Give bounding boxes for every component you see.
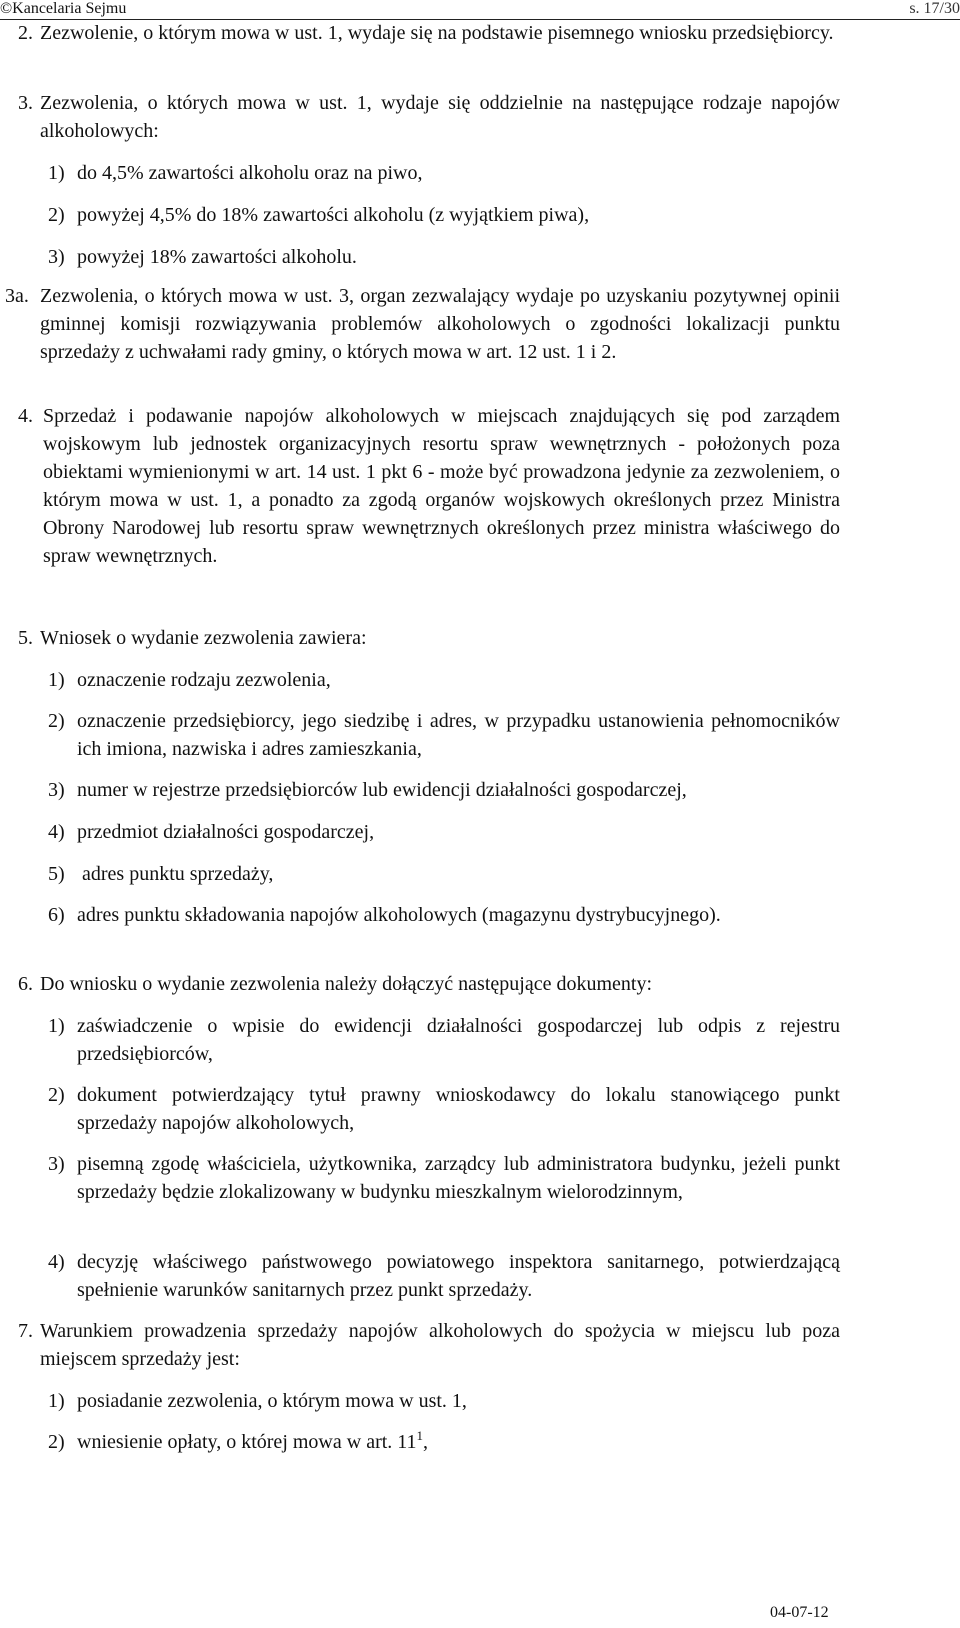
section-7-item-number: 1): [48, 1390, 65, 1412]
section-7-text: Warunkiem prowadzenia sprzedaży napojów alkoholowych do spożycia w miejscu lub poza miejscem sprzedaży jest:: [40, 1320, 840, 1370]
section-7-number: 7.: [18, 1320, 33, 1342]
section-3-number: 3.: [18, 92, 33, 114]
superscript: 1: [416, 1428, 424, 1443]
section-4-text: Sprzedaż i podawanie napojów alkoholowych w miejscach znajdujących się pod zarządem wojskowym lub jednostek organizacyjnych resortu spraw wewnętrznych - położonych poza obiektami wymienionymi w art. 14 ust. 1 pkt 6 - może być prowadzona jedynie za zezwoleniem, o którym mowa w ust. 1, a ponadto za zgodą organów wojskowych określonych przez Ministra Obrony Narodowej lub resortu spraw wewnętrznych określonych przez ministra właściwego do spraw wewnętrznych.: [43, 405, 840, 567]
section-5-item-text: adres punktu składowania napojów alkoholowych (magazynu dystrybucyjnego).: [77, 904, 721, 926]
section-7-item-text-tail: ,: [423, 1431, 429, 1453]
section-4-number: 4.: [18, 405, 33, 427]
section-5-item-number: 1): [48, 669, 65, 691]
section-7-item-number: 2): [48, 1431, 65, 1453]
section-3-item-text: do 4,5% zawartości alkoholu oraz na piwo,: [77, 162, 423, 184]
section-5-item-number: 3): [48, 779, 65, 801]
section-5-item-number: 2): [48, 710, 65, 732]
section-3-text: Zezwolenia, o których mowa w ust. 1, wydaje się oddzielnie na następujące rodzaje napojów alkoholowych:: [40, 92, 840, 142]
section-5-item-number: 4): [48, 821, 65, 843]
section-3a-text: Zezwolenia, o których mowa w ust. 3, organ zezwalający wydaje po uzyskaniu pozytywnej opinii gminnej komisji rozwiązywania problemów alkoholowych o zgodności lokalizacji punktu sprzedaży z uchwałami rady gminy, o których mowa w art. 12 ust. 1 i 2.: [40, 285, 840, 363]
section-2-text: Zezwolenie, o którym mowa w ust. 1, wydaje się na podstawie pisemnego wniosku przedsiębiorcy.: [40, 22, 834, 44]
section-6-item-text: dokument potwierdzający tytuł prawny wnioskodawcy do lokalu stanowiącego punkt sprzedaży napojów alkoholowych,: [77, 1084, 840, 1134]
section-5-item-text: przedmiot działalności gospodarczej,: [77, 821, 375, 843]
section-6-text: Do wniosku o wydanie zezwolenia należy dołączyć następujące dokumenty:: [40, 973, 653, 995]
section-3-item-number: 3): [48, 246, 65, 268]
page-number: s. 17/30: [909, 0, 960, 17]
section-6-item-number: 1): [48, 1015, 65, 1037]
section-3a-number: 3a.: [5, 285, 29, 307]
section-6-item-text: pisemną zgodę właściciela, użytkownika, zarządcy lub administratora budynku, jeżeli punkt sprzedaży będzie zlokalizowany w budynku mieszkalnym wielorodzinnym,: [77, 1153, 840, 1203]
section-6-number: 6.: [18, 973, 33, 995]
section-5-number: 5.: [18, 627, 33, 649]
header-source: ©Kancelaria Sejmu: [0, 0, 127, 17]
section-5-item-text: adres punktu sprzedaży,: [82, 863, 274, 885]
section-5-item-text: oznaczenie rodzaju zezwolenia,: [77, 669, 331, 691]
section-3-item-number: 1): [48, 162, 65, 184]
section-5-item-text: oznaczenie przedsiębiorcy, jego siedzibę i adres, w przypadku ustanowienia pełnomocników ich imiona, nazwiska i adres zamieszkania,: [77, 710, 840, 760]
section-6-item-number: 3): [48, 1153, 65, 1175]
footer-date: 04-07-12: [770, 1604, 829, 1621]
section-6-item-number: 4): [48, 1251, 65, 1273]
section-5-item-number: 5): [48, 863, 65, 885]
section-6-item-text: decyzję właściwego państwowego powiatowego inspektora sanitarnego, potwierdzającą spełnienie warunków sanitarnych przez punkt sprzedaży.: [77, 1251, 840, 1301]
section-7-item-text: posiadanie zezwolenia, o którym mowa w ust. 1,: [77, 1390, 467, 1412]
section-7-item-text: [77, 1428, 428, 1456]
section-5-item-number: 6): [48, 904, 65, 926]
section-6-item-number: 2): [48, 1084, 65, 1106]
section-5-text: Wniosek o wydanie zezwolenia zawiera:: [40, 627, 367, 649]
section-7-item-text-main: wniesienie opłaty, o której mowa w art. 11: [77, 1431, 417, 1453]
section-2-number: 2.: [18, 22, 33, 44]
section-6-item-text: zaświadczenie o wpisie do ewidencji działalności gospodarczej lub odpis z rejestru przedsiębiorców,: [77, 1015, 840, 1065]
section-3-item-text: powyżej 4,5% do 18% zawartości alkoholu (z wyjątkiem piwa),: [77, 204, 590, 226]
section-5-item-text: numer w rejestrze przedsiębiorców lub ewidencji działalności gospodarczej,: [77, 779, 687, 801]
section-3-item-text: powyżej 18% zawartości alkoholu.: [77, 246, 357, 268]
section-3-item-number: 2): [48, 204, 65, 226]
